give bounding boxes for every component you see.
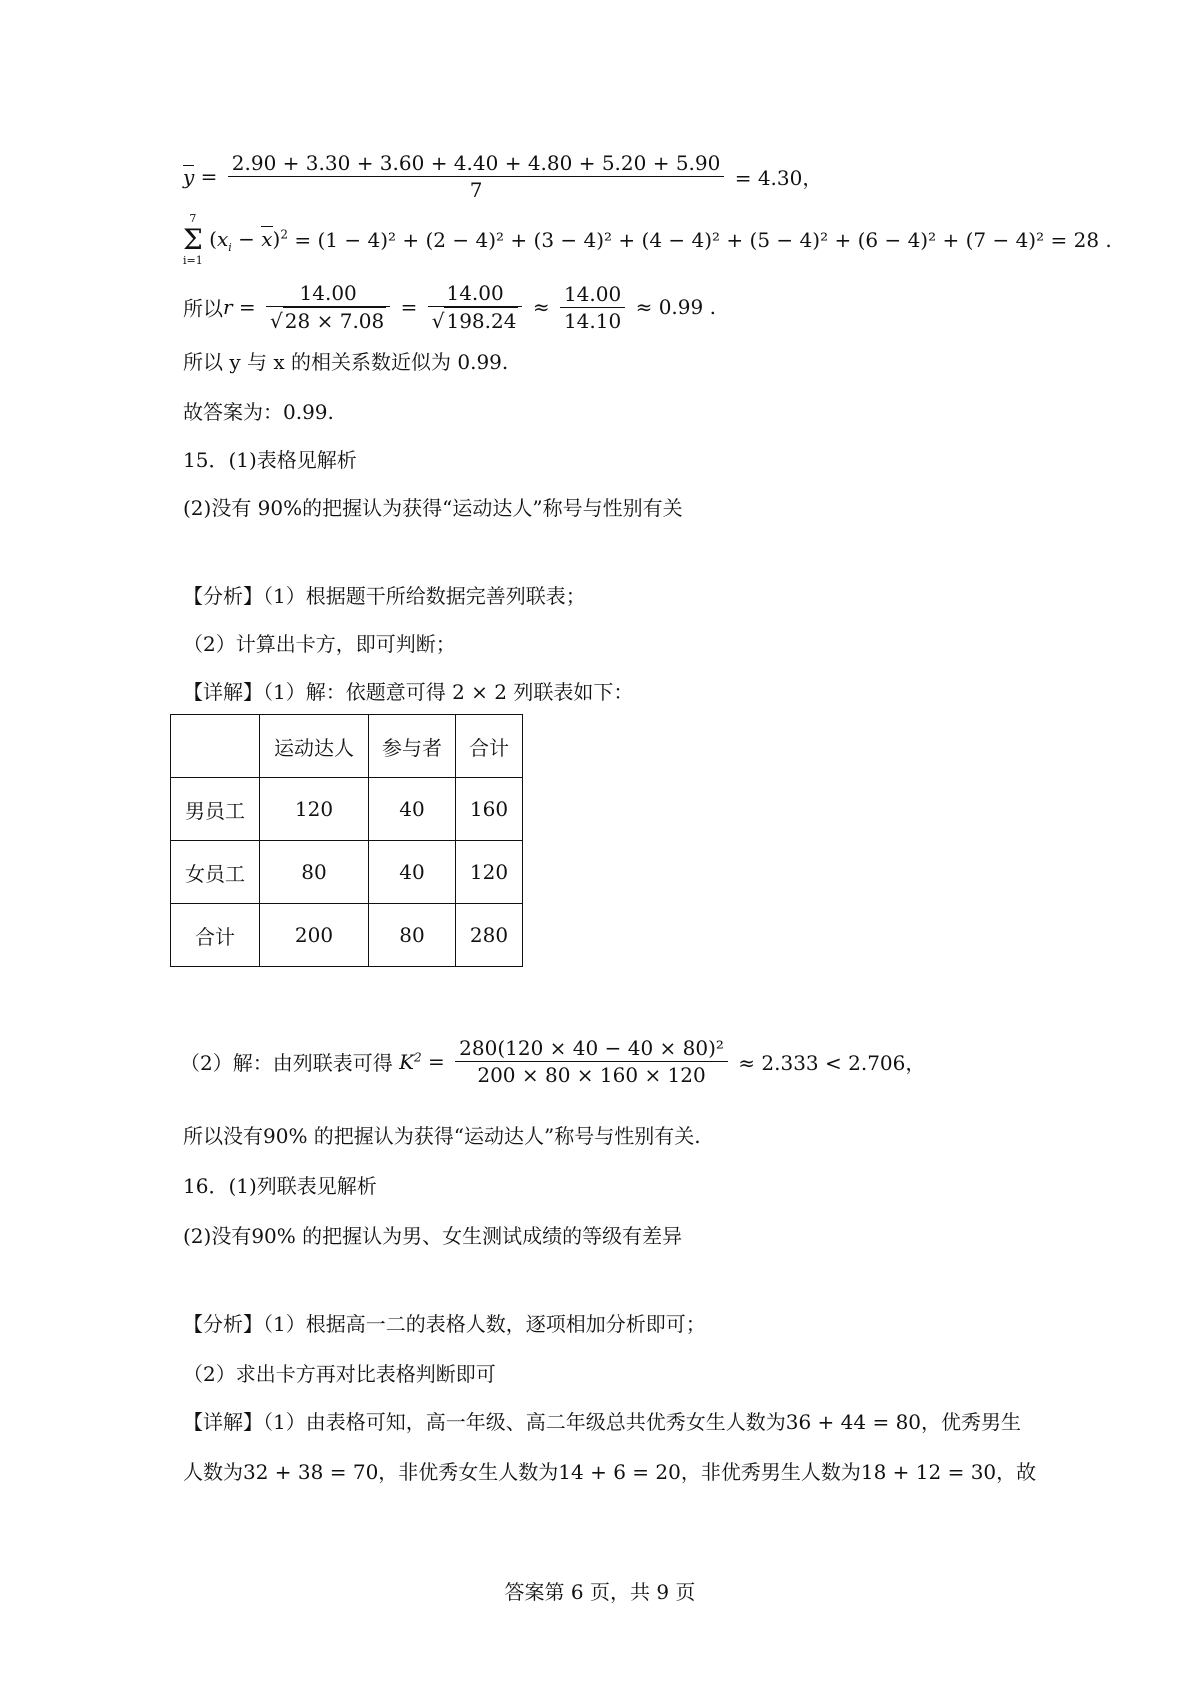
analysis-16-step1: 【分析】（1）根据高一二的表格人数，逐项相加分析即可； [183,1312,706,1336]
summation-symbol: 7 Σ i=1 [183,212,203,267]
question-16-part1: 16．(1)列联表见解析 [183,1174,377,1198]
analysis-15-step2: （2）计算出卡方，即可判断； [183,632,456,656]
contingency-table [170,714,523,967]
question-15-part2: (2)没有 90%的把握认为获得“运动达人”称号与性别有关 [183,496,683,520]
detail-16-line2: 人数为32 + 38 = 70，非优秀女生人数为14 + 6 = 20，非优秀男生人数为18 + 12 = 30，故 [183,1460,1037,1484]
analysis-16-step2: （2）求出卡方再对比表格判断即可 [183,1362,496,1386]
equation-y-mean: y = $\frac{2.90 + 3.30 + 3.60 + 4.40 + 4.80 + 5.20 + 5.90}{7}$ = 4.30， [183,151,823,202]
table-row: 男员工 120 40 160 [171,778,523,841]
y-mean-fraction: $\frac{2.90 + 3.30 + 3.60 + 4.40 + 4.80 + 5.20 + 5.90}{7}$ [228,150,725,203]
table-row: 女员工 80 40 120 [171,841,523,904]
correlation-statement: 所以 y 与 x 的相关系数近似为 0.99. [183,350,509,374]
analysis-15-step1: 【分析】（1）根据题干所给数据完善列联表； [183,584,586,608]
table-header-row: 运动达人 参与者 合计 [171,715,523,778]
page-footer: 答案第 6 页，共 9 页 [504,1580,696,1604]
equation-sum-squares: 7 Σ i=1 $(x_i - x)^2 = (1 - 4)^2 + (2 - 4)^2 + (3 - 4)^2 + (4 - 4)^2 + (5 - 4)^2 + (6 - 4)^2 + (7 - 4)^2 = 28$ . [183,212,1112,267]
equation-correlation: 所以r = $\frac{14.00}{√ 28 \times 7.08}$ = $\frac{14.00}{√ 198.24}$ ≈ $\frac{14.00}{14.10}$ ≈ 0.99 . [183,281,716,333]
equation-chi-square: （2）解：由列联表可得 $K^2$ = $\frac{\text{280(120 × 40 − 40 × 80)²}}{200 \times 80 \times 160 \times 120}$ ≈ 2.333 < 2.706， [180,1036,926,1087]
detail-15-intro: 【详解】（1）解：依题意可得 2 × 2 列联表如下： [183,680,634,704]
question-16-part2: (2)没有90% 的把握认为男、女生测试成绩的等级有差异 [183,1224,683,1248]
y-bar-symbol: y [183,165,195,189]
question-15-part1: 15．(1)表格见解析 [183,448,357,472]
table-row: 合计 200 80 280 [171,904,523,967]
conclusion-15: 所以没有90% 的把握认为获得“运动达人”称号与性别有关. [183,1124,701,1148]
detail-16-line1: 【详解】（1）由表格可知，高一年级、高二年级总共优秀女生人数为36 + 44 = 80，优秀男生 [183,1410,1022,1434]
answer-14: 故答案为：0.99. [183,400,334,424]
